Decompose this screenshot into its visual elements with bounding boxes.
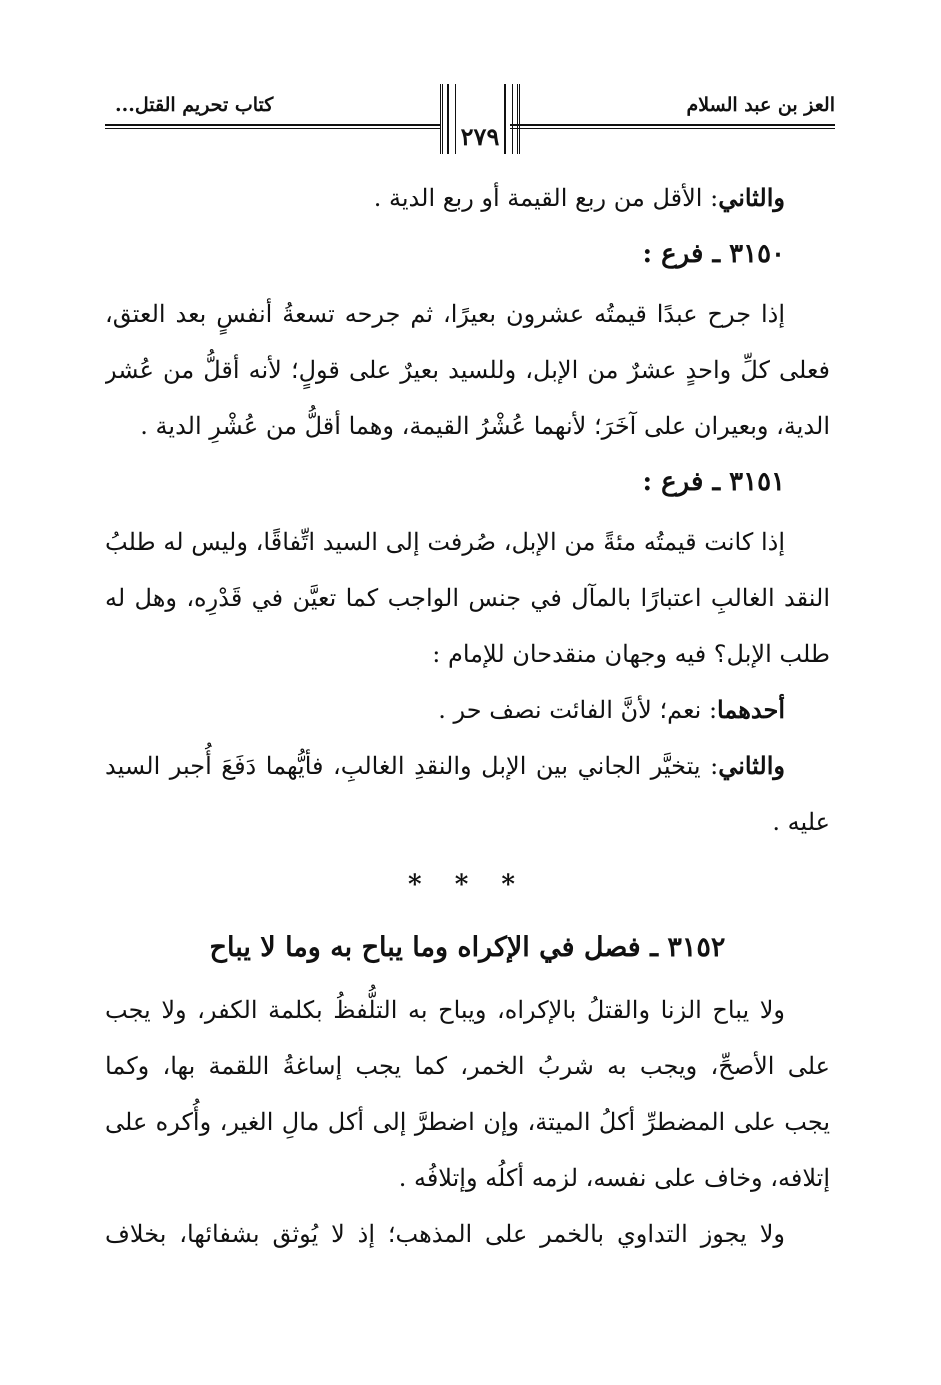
text-line: إذا كانت قيمتُه مئةً من الإبل، صُرفت إلى السيد اتِّفاقًا، وليس له طلبُ: [105, 528, 785, 556]
text-line: يجب على المضطرِّ أكلُ الميتة، وإن اضطرَّ إلى أكل مالِ الغير، وأُكره على: [105, 1108, 830, 1136]
paragraph-first-opinion: [105, 682, 830, 738]
text-line: إذا جرح عبدًا قيمتُه عشرون بعيرًا، ثم جرحه تسعةُ أنفسٍ بعد العتق،: [105, 300, 785, 328]
paragraph-3150: [105, 286, 830, 454]
branch-heading-3151: ٣١٥١ ـ فرع :: [642, 467, 785, 497]
text-line: طلب الإبل؟ فيه وجهان منقدحان للإمام :: [432, 640, 830, 668]
text-line: النقد الغالبِ اعتبارًا بالمآل في جنس الواجب كما تعيَّن في قَدْرِه، وهل له: [105, 584, 830, 612]
text-line: ولا يجوز التداوي بالخمر على المذهب؛ إذ لا يُوثق بشفائها، بخلاف: [105, 1220, 786, 1248]
page-header: [105, 80, 835, 160]
text-line: الدية، وبعيران على آخَرَ؛ لأنهما عُشْرُ القيمة، وهما أقلُّ من عُشْرِ الدية .: [140, 412, 830, 440]
text-line: فعلى كلِّ واحدٍ عشرٌ من الإبل، وللسيد بعيرٌ على قولٍ؛ لأنه أقلُّ من عُشر: [105, 356, 830, 384]
term-label: والثاني: [718, 183, 785, 212]
section-separator-stars: * * *: [408, 870, 527, 900]
term-label: والثاني: [718, 751, 785, 780]
paragraph-medication: [105, 1206, 830, 1262]
text-line: [105, 738, 830, 794]
paragraph-3151: [105, 514, 830, 682]
paragraph-second-opinion: [105, 170, 830, 226]
header-rule-right: [510, 124, 835, 129]
paragraph-second-opinion-2: [105, 738, 830, 850]
text-line: إتلافه، وخاف على نفسه، لزمه أكلُه وإتلافُه .: [398, 1164, 830, 1192]
section-title-3152: ٣١٥٢ ـ فصل في الإكراه وما يباح به وما لا يباح: [209, 932, 726, 963]
text-line: على الأصحِّ، ويجب به شربُ الخمر، كما يجب إساغةُ اللقمة بها، وكما: [105, 1052, 830, 1080]
page-number: ٢٧٩: [460, 122, 500, 151]
header-book-title: كتاب تحريم القتل...: [115, 94, 274, 116]
paragraph-text: : الأقل من ربع القيمة أو ربع الدية .: [373, 184, 719, 212]
term-label: أحدهما: [717, 695, 785, 724]
paragraph-coercion: [105, 982, 830, 1206]
text-line: ولا يباح الزنا والقتلُ بالإكراه، ويباح به التلُّفظُ بكلمة الكفر، ولا يجب: [105, 996, 785, 1024]
header-rule-left: [105, 124, 440, 129]
header-author: العز بن عبد السلام: [686, 94, 835, 116]
branch-heading-3150: ٣١٥٠ ـ فرع :: [642, 239, 785, 269]
paragraph-text: : نعم؛ لأنَّ الفائت نصف حر .: [438, 696, 718, 724]
page-number-frame: [440, 84, 520, 154]
page-body: [105, 170, 830, 1262]
text-line: عليه .: [772, 808, 830, 836]
paragraph-text: : يتخيَّر الجاني بين الإبل والنقدِ الغالبِ، فأيُّهما دَفَعَ أُجبر السيد: [105, 752, 719, 780]
